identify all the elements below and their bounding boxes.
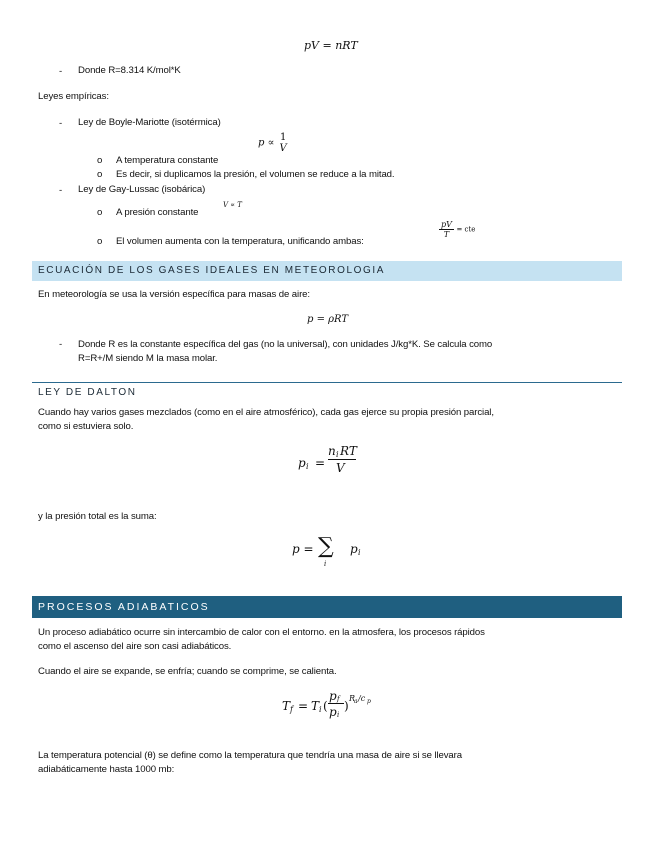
- meteorology-intro: En meteorología se usa la versión específica para masas de aire:: [38, 289, 310, 300]
- adiabatic-paragraph-3-line-2: adiabáticamente hasta 1000 mb:: [38, 764, 175, 775]
- adiabatic-paragraph-2: Cuando el aire se expande, se enfría; cuando se comprime, se calienta.: [38, 666, 337, 677]
- dalton-sum-formula: p = ∑ i p i: [292, 534, 361, 568]
- page: pV = nRT - Donde R=8.314 K/mol*K Leyes empíricas: - Ley de Boyle-Mariotte (isotérmica) p ∝ 1 V o A temperatura constante o Es decir, si duplicamos la presión, el volumen se reduce a la mitad. - Ley de Gay-Lussac (isobárica) o A presión constante V ∝ T o El volumen aumenta con la temperatura, unificando ambas: $\frac{pV}{T}$ = cte ECUACIÓN DE LOS GASES IDEALES EN METEOROLOGIA En meteorología se usa la versión específica para masas de aire: p = ρRT - Donde R es la constante específica del gas (no la universal), con unidades J/kg*K. Se calcula como R=R+/M siendo M la masa molar. LEY DE DALTON Cuando hay varios gases mezclados (como en el aire atmosférico), cada gas ejerce su propia presión parcial, como si estuviera solo. p i = n i RT V y la presión total es la suma: p = ∑ i p i PROCESOS ADIABATICOS Un proceso adiabático ocurre sin intercambio de calor con el entorno. en la atmosfera, los procesos rápidos como el ascenso del aire son casi adiabáticos. Cuando el aire se expande, se enfría; cuando se comprime, se calienta. T f = T i ( p f p i ) R a /c p La temperatura potencial (θ) se define como la temperatura que tendría una masa de aire si se llevara adiabáticamente hasta 1000 mb:: [0, 0, 655, 848]
- gay-bullet-2: El volumen aumenta con la temperatura, unificando ambas:: [116, 236, 364, 247]
- gay-formula-rhs: = cte: [456, 225, 476, 234]
- meteorology-note-line-2: R=R+/M siendo M la masa molar.: [78, 353, 218, 364]
- dash-bullet: -: [59, 118, 63, 129]
- dalton-paragraph-line-2: como si estuviera solo.: [38, 421, 134, 432]
- boyle-formula-lhs: p ∝: [258, 137, 275, 149]
- boyle-bullet-1: A temperatura constante: [116, 155, 219, 166]
- meteorology-formula: p = ρRT: [307, 314, 349, 325]
- section-heading-meteorology: ECUACIÓN DE LOS GASES IDEALES EN METEOROLOGIA: [32, 261, 622, 281]
- gay-formula-den: T: [443, 230, 450, 239]
- adiabatic-paragraph-3-line-1: La temperatura potencial (θ) se define como la temperatura que tendría una masa de aire si se llevara: [38, 750, 462, 761]
- gay-formula-inline: V ∝ T: [223, 201, 242, 209]
- boyle-formula-num: 1: [279, 132, 287, 143]
- dash-bullet: -: [59, 339, 63, 350]
- boyle-formula-den: V: [279, 143, 287, 154]
- gay-formula: [439, 220, 475, 239]
- circle-bullet: o: [97, 155, 103, 166]
- dash-bullet: -: [59, 66, 63, 77]
- section-heading-adiabatic: PROCESOS ADIABATICOS: [32, 596, 622, 618]
- meteorology-note-line-1: Donde R es la constante específica del gas (no la universal), con unidades J/kg*K. Se calcula como: [78, 339, 493, 350]
- ideal-gas-equation: pV = nRT: [304, 39, 358, 52]
- gay-bullet-1: A presión constante: [116, 207, 199, 218]
- empirical-laws-label: Leyes empíricas:: [38, 91, 109, 102]
- adiabatic-temperature-formula: T f = T i ( p f p i ) R a /c p: [282, 689, 371, 719]
- circle-bullet: o: [97, 207, 103, 218]
- gay-lussac-title: Ley de Gay-Lussac (isobárica): [78, 184, 206, 195]
- gas-constant-note: Donde R=8.314 K/mol*K: [78, 65, 181, 76]
- adiabatic-paragraph-1-line-2: como el ascenso del aire son casi adiabáticos.: [38, 641, 232, 652]
- dash-bullet: -: [59, 185, 63, 196]
- dalton-total-text: y la presión total es la suma:: [38, 511, 157, 522]
- boyle-law-title: Ley de Boyle-Mariotte (isotérmica): [78, 117, 221, 128]
- circle-bullet: o: [97, 169, 103, 180]
- circle-bullet: o: [97, 236, 103, 247]
- section-heading-dalton: LEY DE DALTON: [38, 387, 137, 398]
- adiabatic-paragraph-1-line-1: Un proceso adiabático ocurre sin intercambio de calor con el entorno. en la atmosfera, los procesos rápidos: [38, 627, 485, 638]
- boyle-formula: [258, 132, 289, 154]
- boyle-bullet-2: Es decir, si duplicamos la presión, el volumen se reduce a la mitad.: [116, 169, 395, 180]
- gay-formula-num: pV: [441, 220, 452, 229]
- dalton-paragraph-line-1: Cuando hay varios gases mezclados (como en el aire atmosférico), cada gas ejerce su propia presión parcial,: [38, 407, 494, 418]
- section-divider-dalton: [32, 382, 622, 383]
